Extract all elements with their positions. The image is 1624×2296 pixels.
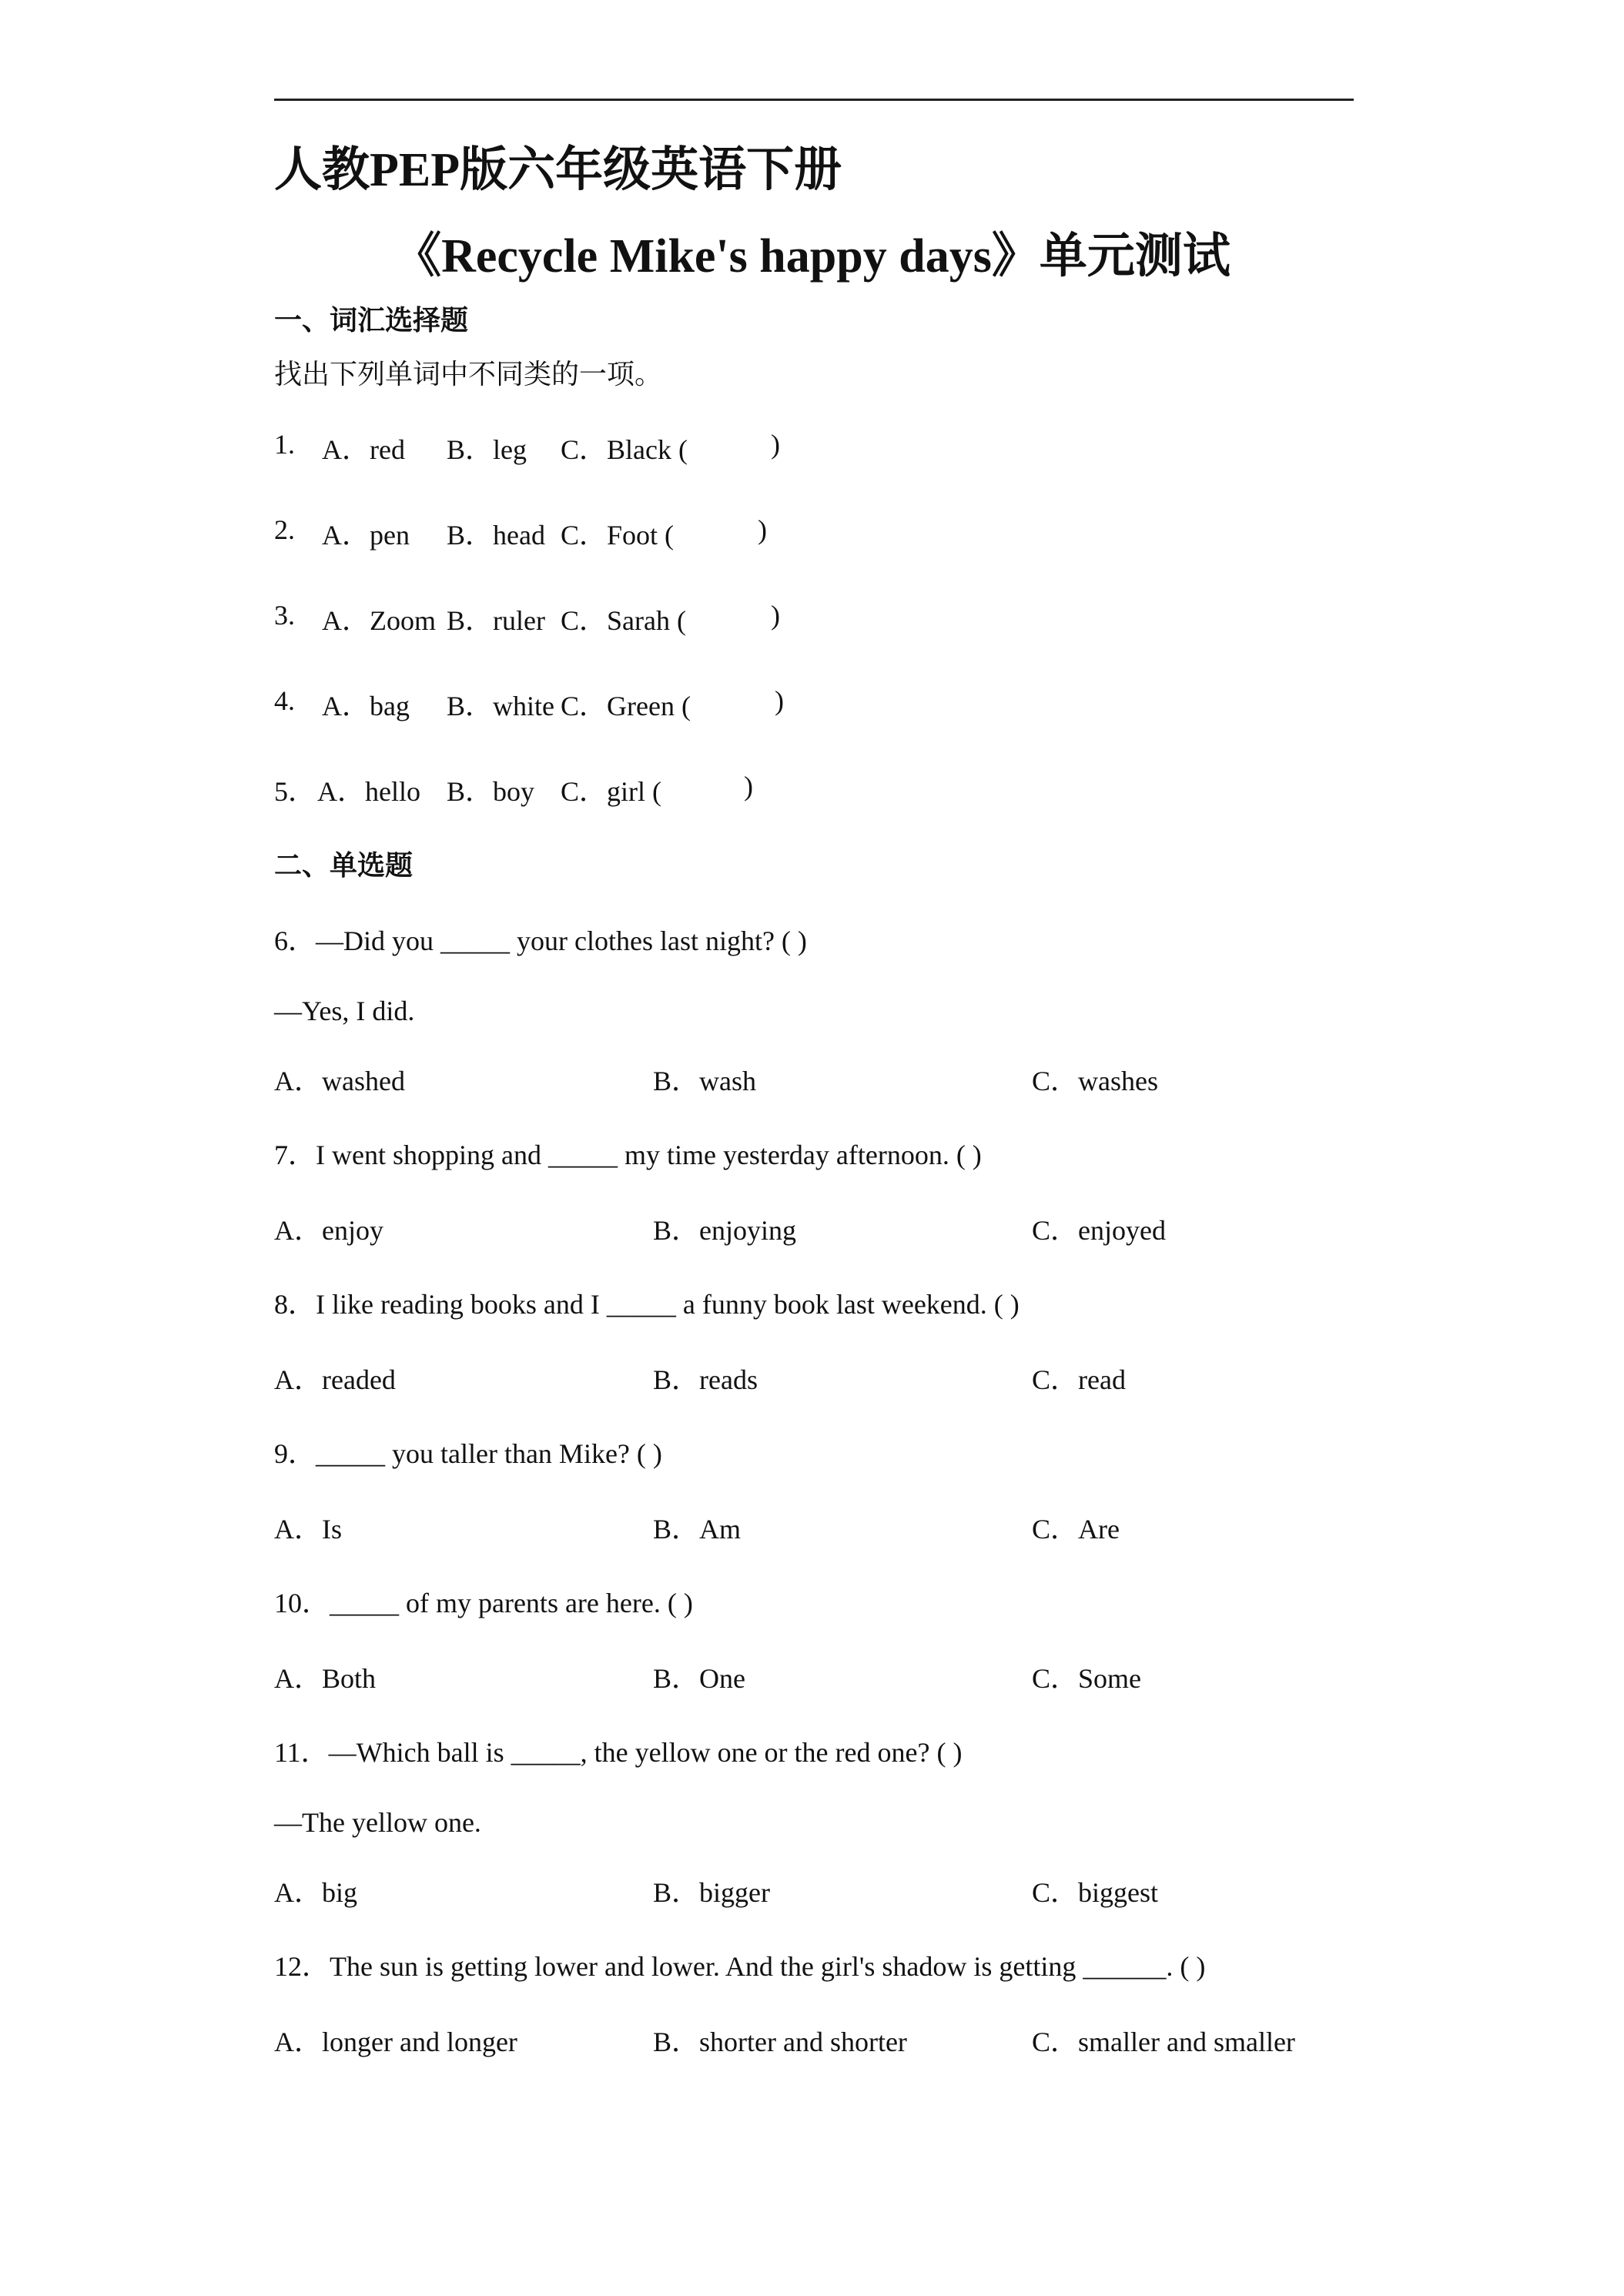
option-c: C．Are: [1032, 1514, 1120, 1545]
answer-bracket-close: ): [771, 429, 780, 460]
option-c: C．read: [1032, 1364, 1126, 1395]
option-a: A．hello: [317, 776, 420, 807]
option-a: A．Is: [274, 1514, 342, 1545]
option-c: C．Sarah (: [561, 605, 686, 636]
option-b: B．One: [653, 1663, 745, 1694]
option-c: C．smaller and smaller: [1032, 2027, 1295, 2057]
option-c: C．washes: [1032, 1066, 1158, 1096]
option-b: B．bigger: [653, 1877, 770, 1908]
item-number: 1.: [274, 429, 295, 460]
question-11-reply: —The yellow one.: [274, 1807, 481, 1838]
section-1-heading: 一、词汇选择题: [274, 305, 469, 336]
answer-bracket-close: ): [744, 771, 753, 802]
question-9-options: [274, 1508, 1354, 1546]
option-c: C．Green (: [561, 691, 691, 721]
option-a: A．readed: [274, 1364, 396, 1395]
option-c: C．Some: [1032, 1663, 1142, 1694]
option-b: B．boy: [447, 776, 535, 807]
option-c: C．Foot (: [561, 520, 675, 551]
question-6-reply: —Yes, I did.: [274, 996, 415, 1026]
option-a: A．bag: [322, 691, 410, 721]
section-2-heading: 二、单选题: [274, 850, 414, 881]
question-7-options: [274, 1209, 1354, 1247]
question-11-options: [274, 1871, 1354, 1909]
option-a: A．pen: [322, 520, 410, 551]
option-b: B．wash: [653, 1066, 756, 1096]
option-b: B．Am: [653, 1514, 742, 1545]
option-a: A．Zoom: [322, 605, 436, 636]
item-number: 2.: [274, 514, 295, 545]
option-a: A．big: [274, 1877, 358, 1908]
option-c: C．Black (: [561, 434, 688, 465]
question-8-stem: 8．I like reading books and I _____ a funny book last weekend. ( ): [274, 1289, 1020, 1320]
question-12-options: [274, 2020, 1354, 2059]
question-8-options: [274, 1358, 1354, 1397]
item-number: 5．: [274, 776, 316, 807]
question-6-options: [274, 1059, 1354, 1098]
option-b: B．white: [447, 691, 554, 721]
option-a: A．red: [322, 434, 405, 465]
answer-bracket-close: ): [771, 600, 780, 631]
option-c: C．girl (: [561, 776, 661, 807]
option-b: B．enjoying: [653, 1215, 796, 1246]
question-7-stem: 7．I went shopping and _____ my time yesterday afternoon. ( ): [274, 1140, 982, 1170]
option-b: B．head: [447, 520, 545, 551]
option-a: A．washed: [274, 1066, 405, 1096]
option-b: B．ruler: [447, 605, 545, 636]
question-11-stem: 11．—Which ball is _____, the yellow one or the red one? ( ): [274, 1737, 963, 1768]
item-number: 3.: [274, 600, 295, 631]
question-9-stem: 9．_____ you taller than Mike? ( ): [274, 1438, 662, 1469]
question-6-stem: 6．—Did you _____ your clothes last night? ( ): [274, 925, 807, 956]
question-10-options: [274, 1657, 1354, 1695]
option-a: A．enjoy: [274, 1215, 383, 1246]
header-rule: [274, 99, 1354, 101]
answer-bracket-close: ): [758, 514, 767, 545]
option-b: B．reads: [653, 1364, 758, 1395]
question-10-stem: 10．_____ of my parents are here. ( ): [274, 1588, 693, 1618]
question-12-stem: 12．The sun is getting lower and lower. And the girl's shadow is getting ______. ( ): [274, 1951, 1206, 1982]
item-number: 4.: [274, 685, 295, 716]
option-c: C．biggest: [1032, 1877, 1159, 1908]
option-a: A．Both: [274, 1663, 377, 1694]
answer-bracket-close: ): [775, 685, 784, 716]
option-c: C．enjoyed: [1032, 1215, 1166, 1246]
title-line-2: 《Recycle Mike's happy days》单元测试: [393, 230, 1231, 283]
option-b: B．shorter and shorter: [653, 2027, 907, 2057]
section-1-instruction: 找出下列单词中不同类的一项。: [274, 359, 663, 390]
title-line-1: 人教PEP版六年级英语下册: [274, 144, 842, 196]
option-a: A．longer and longer: [274, 2027, 517, 2057]
option-b: B．leg: [447, 434, 527, 465]
